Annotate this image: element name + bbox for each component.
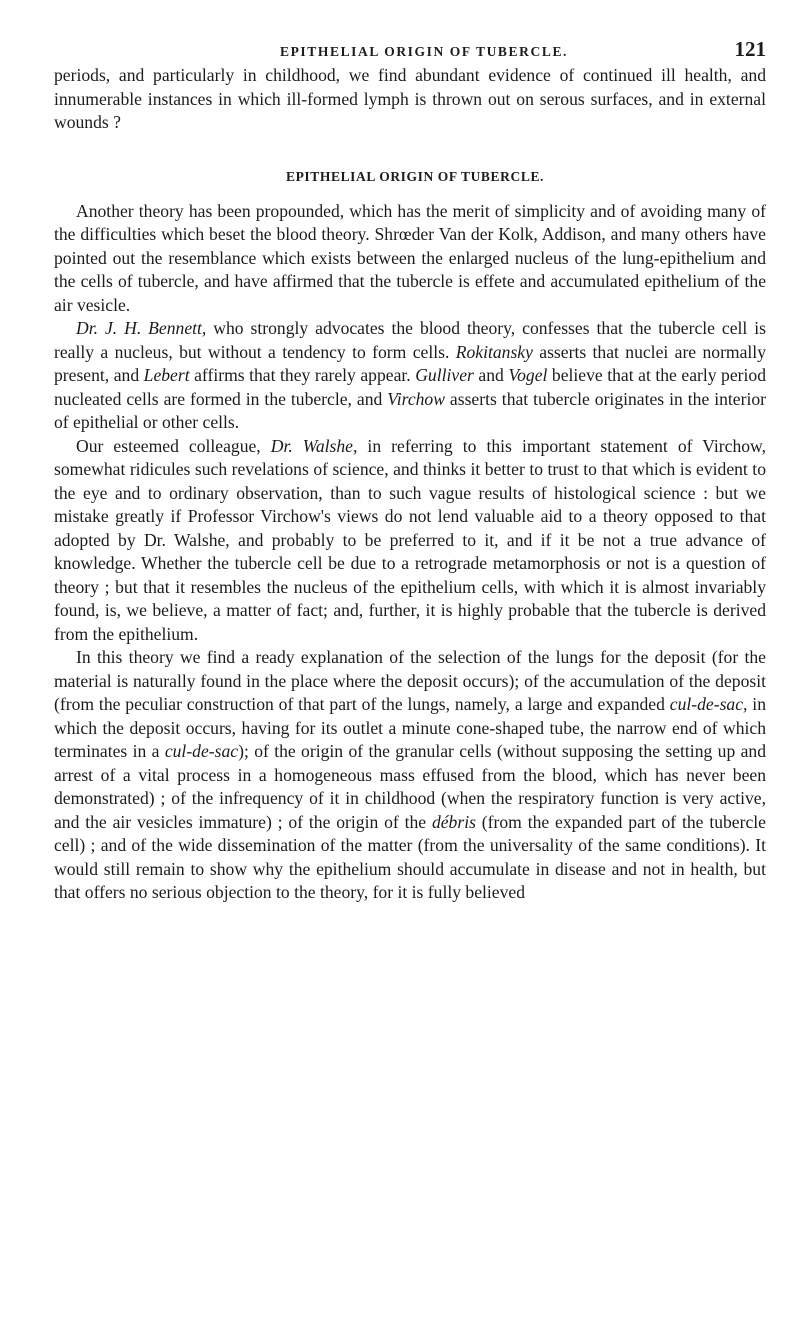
running-header: [54, 0, 766, 64]
author-name: Lebert: [143, 365, 190, 385]
author-name: Dr. Walshe,: [270, 435, 358, 456]
text-span: asserts that tubercle originates in the interior of epithelial or other cells.: [54, 388, 767, 432]
section-heading: EPITHELIAL ORIGIN OF TUBERCLE.: [285, 168, 545, 184]
text-span: Another theory has been propounded, which has the merit of simplicity and of avoiding many of the difficulties which beset the blood theory. Shrœder Van der Kolk, Addison, and many others have pointed out the resemblance which exists between the enlarged nucleus of the lung-epithelium and the cells of tubercle, and have affirmed that the tubercle is effete and accumulated epithelium of the air vesicle.: [54, 200, 766, 315]
latin-term: débris: [431, 811, 476, 832]
text-span: affirms that they rarely appear.: [189, 365, 416, 385]
paragraph-theory-explanation: [54, 646, 766, 905]
text-span: Our esteemed colleague,: [76, 435, 271, 456]
latin-term: cul-de-sac,: [669, 694, 748, 714]
text-span: in referring to this important statement of Virchow, somewhat ridicules such revelations of science, and thinks it better to trust to that which is evident to the eye and to ordinary observation, than to such vague results of histological science : but we mistake greatly if Professor Virchow's views do not lend valuable aid to a theory opposed to that adopted by Dr. Walshe, and probably to be preferred to it, and if it be not a true advance of knowledge. Whether the tubercle cell be due to a retrograde metamorphosis or not is a question of theory ; but that it resembles the nucleus of the epithelium cells, with which it is almost invariably found, is, we believe, a matter of fact; and, further, it is highly probable that the tubercle is derived from the epithelium.: [54, 435, 767, 644]
page-number: 121: [734, 37, 766, 61]
text-span: asserts that nuclei are normally present, and: [54, 341, 766, 385]
text-span: ); of the origin of the granular cells (without supposing the setting up and arrest of a vital process in a homogeneous mass effused from the blood, which has never been demonstrated) ; of the infrequency of it in childhood (when the respiratory function is very active, and the air vesicles immature) ; of the origin of the: [54, 741, 766, 832]
author-name: Vogel: [508, 365, 548, 385]
paragraph-walshe: [54, 435, 766, 647]
author-name: Rokitansky: [455, 341, 533, 362]
author-name: Gulliver: [415, 365, 474, 385]
latin-term: cul-de-sac: [164, 741, 239, 761]
text-span: and: [473, 365, 509, 385]
book-page: [54, 0, 766, 905]
author-name: Virchow: [387, 388, 445, 409]
text-span: In this theory we find a ready explanation of the selection of the lungs for the deposit (for the material is naturally found in the place where the deposit occurs); of the accumulation of the deposit (from the peculiar construction of that part of the lungs, namely, a large and expanded: [54, 647, 766, 714]
text-span: believe that at the early period nucleated cells are formed in the tubercle, and: [54, 365, 767, 409]
text-span: (from the expanded part of the tubercle cell) ; and of the wide dissemination of the matter (from the universality of the same conditions). It would still remain to show why the epithelium should accumulate in disease and not in health, but that offers no serious objection to the theory, for it is fully believed: [54, 811, 766, 902]
running-title: EPITHELIAL ORIGIN OF TUBERCLE.: [279, 44, 569, 59]
body-text-section: [54, 200, 766, 905]
paragraph-another-theory: [54, 200, 766, 318]
text-span: who strongly advocates the blood theory, confesses that the tubercle cell is really a nucleus, but without a tendency to form cells.: [54, 318, 767, 362]
paragraph-continuation: [54, 64, 766, 135]
body-text: [54, 64, 766, 135]
text-span: in which the deposit occurs, having for its outlet a minute cone-shaped tube, the narrow end of which terminates in a: [54, 694, 766, 761]
text-span: periods, and particularly in childhood, we find abundant evidence of continued ill health, and innumerable instances in which ill-formed lymph is thrown out on serous surfaces, and in external wounds ?: [54, 65, 766, 132]
paragraph-bennett: [54, 317, 766, 435]
author-name: Dr. J. H. Bennett,: [76, 318, 207, 338]
